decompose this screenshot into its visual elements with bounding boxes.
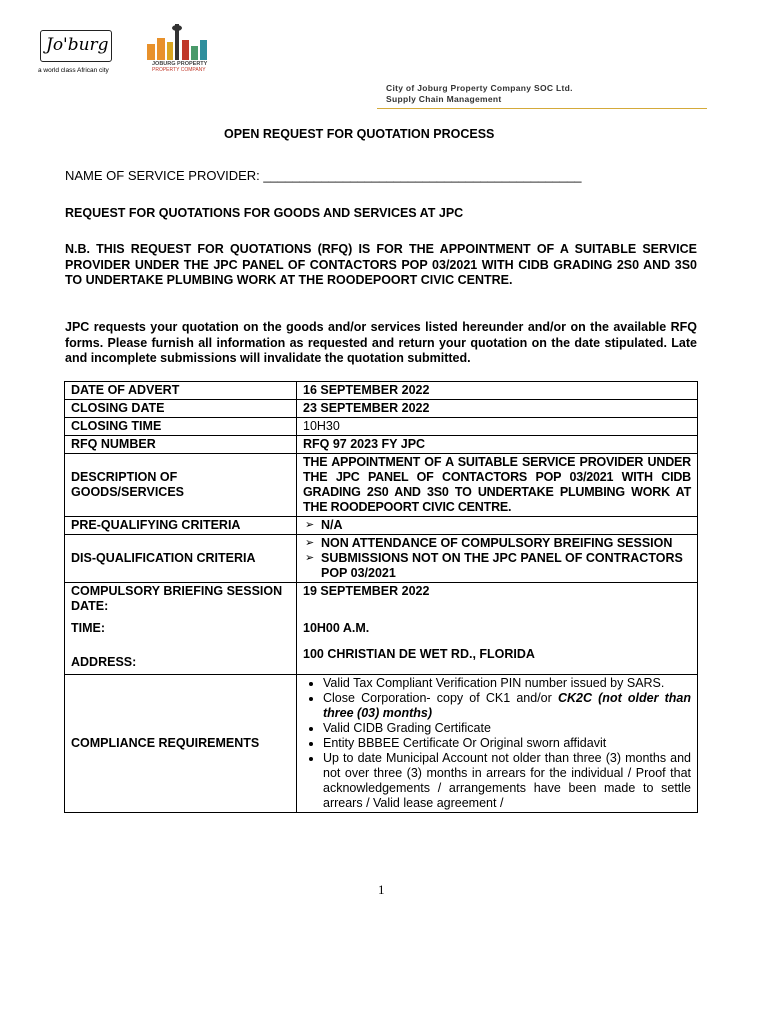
description-label: DESCRIPTION OF GOODS/SERVICES — [65, 454, 297, 517]
logo-block-teal — [200, 40, 207, 60]
rfq-number-label: RFQ NUMBER — [65, 436, 297, 454]
jpc-logo-sub: PROPERTY COMPANY — [152, 67, 206, 73]
table-row — [65, 454, 698, 517]
closing-date-value: 23 SEPTEMBER 2022 — [297, 400, 698, 418]
advert-date-value: 16 SEPTEMBER 2022 — [297, 382, 698, 400]
ck-text: Close Corporation- copy of CK1 and/or — [323, 691, 558, 705]
briefing-address-value: 100 CHRISTIAN DE WET RD., FLORIDA — [303, 647, 535, 661]
advert-date-label: DATE OF ADVERT — [65, 382, 297, 400]
ck2c-emphasis: CK2C (not older than three (03) months) — [323, 691, 691, 720]
rfq-details-table — [64, 381, 698, 813]
disqualification-value-cell — [297, 535, 698, 583]
table-row — [65, 418, 698, 436]
page-title: OPEN REQUEST FOR QUOTATION PROCESS — [224, 127, 495, 141]
joburg-tagline: a world class African city — [38, 67, 109, 74]
joburg-logo-text: Jo'burg — [46, 35, 109, 55]
logo-block-green — [191, 46, 198, 60]
pre-qualifying-list — [303, 518, 691, 533]
rfq-heading: REQUEST FOR QUOTATIONS FOR GOODS AND SERVICES AT JPC — [65, 206, 464, 220]
list-item: • Valid CIDB Grading Certificate — [323, 721, 691, 736]
list-item: • Entity BBBEE Certificate Or Original sworn affidavit — [323, 736, 691, 751]
logo-block-orange-2 — [157, 38, 165, 60]
org-line-1: City of Joburg Property Company SOC Ltd. — [386, 83, 573, 93]
list-item — [323, 691, 691, 721]
logo-block-gold — [167, 42, 173, 60]
briefing-date-value: 19 SEPTEMBER 2022 — [303, 584, 430, 598]
list-item: • Up to date Municipal Account not older than three (3) months and not over three (3) months in arrears for the individual / Proof that acknowledgements / arrangements have been made to settle arrears / Valid lease agreement / — [323, 751, 691, 811]
org-line-2: Supply Chain Management — [386, 94, 502, 104]
pre-qualifying-label: PRE-QUALIFYING CRITERIA — [65, 517, 297, 535]
briefing-address-label: ADDRESS: — [71, 655, 137, 669]
pre-qualifying-value-cell — [297, 517, 698, 535]
briefing-time-value: 10H00 A.M. — [303, 621, 370, 635]
list-item: • Valid Tax Compliant Verification PIN number issued by SARS. — [323, 676, 691, 691]
logo-tower-top — [172, 25, 182, 31]
table-row — [65, 436, 698, 454]
table-row — [65, 517, 698, 535]
list-item: ➢ NON ATTENDANCE OF COMPULSORY BREIFING SESSION — [303, 536, 691, 551]
table-row — [65, 382, 698, 400]
jpc-logo-name: JOBURG PROPERTY — [152, 61, 208, 67]
table-row — [65, 400, 698, 418]
nb-notice: N.B. THIS REQUEST FOR QUOTATIONS (RFQ) IS FOR THE APPOINTMENT OF A SUITABLE SERVICE PROVIDER UNDER THE JPC PANEL OF CONTACTORS POP 03/2021 WITH CIDB GRADING 2S0 AND 3S0 TO UNDERTAKE PLUMBING WORK AT THE ROODEPOORT CIVIC CENTRE. — [65, 242, 697, 287]
closing-date-label: CLOSING DATE — [65, 400, 297, 418]
disqualification-list — [303, 536, 691, 581]
jpc-skyline-logo — [143, 18, 213, 60]
page-number: 1 — [378, 882, 385, 897]
header-rule — [377, 108, 707, 109]
jpc-request-paragraph: JPC requests your quotation on the goods and/or services listed hereunder and/or on the available RFQ forms. Please furnish all information as requested and return your quotation on the date stipulated. Late and incomplete submissions will invalidate the quotation submitted. — [65, 320, 697, 365]
compliance-label: COMPLIANCE REQUIREMENTS — [65, 675, 297, 813]
rfq-number-value: RFQ 97 2023 FY JPC — [297, 436, 698, 454]
compliance-value-cell — [297, 675, 698, 813]
logo-block-red — [182, 40, 189, 60]
table-row — [65, 675, 698, 813]
briefing-time-label: TIME: — [71, 621, 106, 635]
organisation-header — [386, 83, 573, 105]
description-value: THE APPOINTMENT OF A SUITABLE SERVICE PROVIDER UNDER THE JPC PANEL OF CONTACTORS POP 03/2021 WITH CIDB GRADING 2S0 AND 3S0 TO UNDERTAKE PLUMBING WORK AT THE ROODEPOORT CIVIC CENTRE. — [297, 454, 698, 517]
compliance-list — [303, 676, 691, 811]
table-row — [65, 583, 698, 675]
list-item: ➢ N/A — [303, 518, 691, 533]
closing-time-label: CLOSING TIME — [65, 418, 297, 436]
table-row — [65, 535, 698, 583]
briefing-labels-cell — [65, 583, 297, 675]
service-provider-line: NAME OF SERVICE PROVIDER: ____________________________________________ — [65, 168, 582, 183]
list-item: ➢ SUBMISSIONS NOT ON THE JPC PANEL OF CONTRACTORS POP 03/2021 — [303, 551, 691, 581]
closing-time-value: 10H30 — [297, 418, 698, 436]
briefing-date-label: COMPULSORY BRIEFING SESSION DATE: — [71, 584, 283, 613]
briefing-values-cell — [297, 583, 698, 675]
disqualification-label: DIS-QUALIFICATION CRITERIA — [65, 535, 297, 583]
logo-block-orange — [147, 44, 155, 60]
